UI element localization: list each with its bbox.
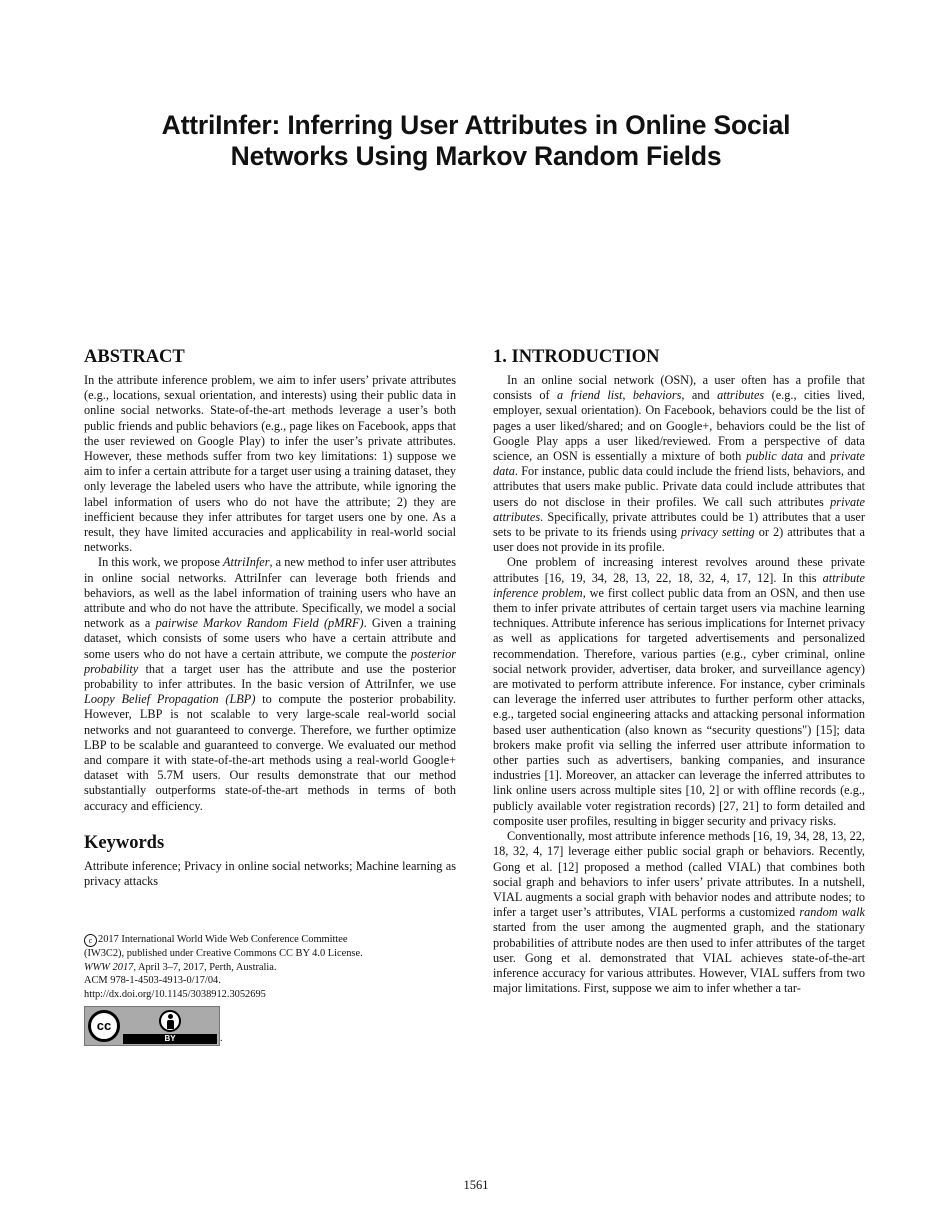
abstract-p2-text-d: that a target user has the attribute and use the posterior probability to infer attributes. In the basic version of AttriInfer, we use [84,661,456,692]
copyright-conference-details: April 3–7, 2017, Perth, Australia. [135,961,277,973]
introduction-heading: 1. INTRODUCTION [493,347,660,367]
intro-p1-text-e: and [803,449,831,464]
left-column [84,346,456,1046]
attribution-person-icon [159,1010,181,1032]
abstract-p2-text-b: , a new method to infer user attributes in online social networks. AttriInfer can leverage both friends and behaviors, as well as the label information of training users who have an attribute and who do not have the attribute. Specifically, we model a social network as a [84,555,457,631]
copyright-block [84,933,456,1045]
by-label: BY [164,1033,176,1043]
copyright-line-3 [84,961,456,975]
intro-p2-text-a: One problem of increasing interest revolves around these private attributes [16, 19, 34, 28, 13, 22, 18, 32, 4, 17, 12]. In this [493,555,865,585]
intro-paragraph-2 [493,555,865,829]
person-head-shape [168,1014,173,1019]
doi-link[interactable]: http://dx.doi.org/10.1145/3038912.3052695 [84,989,266,1001]
abstract-p2-em-posterior: posterior probability [84,646,456,676]
person-body-shape [167,1020,174,1029]
intro-p1-text-c: , and [681,388,718,403]
abstract-p2-em-lbp: Loopy Belief Propagation (LBP) [84,692,256,707]
abstract-p2-em-attriinfer: AttriInfer [223,555,270,570]
page-number: 1561 [463,1178,489,1192]
intro-paragraph-1 [493,373,865,555]
abstract-paragraph-2 [84,555,456,813]
license-badge-row [84,1002,456,1046]
abstract-p2-text-c: . Given a training dataset, which consists of some users who have a certain attribute and some users who do not have a certain attribute, we compute the [84,616,456,661]
copyright-symbol-icon: c [84,934,97,947]
intro-p1-em-friend-list: a friend list [557,388,623,403]
intro-p3-text-b: started from the user among the augmented graph, and the stationary probabilities of attribute nodes are then used to infer attributes of the target user. Gong et al. demonstrated that VIAL achieves state-of-the-art inference accuracy for various attributes. However, VIAL suffers from two major limitations. First, suppose we aim to infer whether a tar- [493,920,865,996]
copyright-line-2: (IW3C2), published under Creative Commons CC BY 4.0 License. [84,948,363,960]
abstract-p2-text-a: In this work, we propose [98,555,224,570]
intro-p1-em-privacy-setting: privacy setting [680,525,755,540]
intro-p1-em-private-attributes: private attributes [493,494,865,524]
intro-paragraph-3 [493,829,865,996]
intro-p1-text-h: or 2) attributes that a user does not provide in its profile. [493,525,865,555]
copyright-conference-name: WWW 2017, [84,961,136,973]
copyright-line-4: ACM 978-1-4503-4913-0/17/04. [84,975,221,987]
keywords-text: Attribute inference; Privacy in online social networks; Machine learning as privacy attacks [84,858,456,889]
intro-p2-text-b: , we first collect public data from an OSN, and then use them to infer private attributes of certain target users via machine learning techniques. Attribute inference has serious implications for Internet privacy as well as applications for targeted advertisements and personalized recommendation. Therefore, various parties (e.g., cyber criminal, online social network provider, advertiser, data broker, and surveillance agency) are motivated to perform attribute inference. For instance, cyber criminals can leverage the inferred user attributes to further perform other attacks, e.g., targeted social engineering attacks and attacking personal information based user authentication (also known as “security questions") [15]; data brokers make profit via selling the inferred user attribute information to other parties such as advertisers, banking companies, and insurance industries [1]. Moreover, an attacker can leverage the inferred attributes to link online users across multiple sites [10, 2] or with offline records (e.g., publicly available voter registration records) [27, 21] to form detailed and composite user profiles, resulting in bigger security and privacy risks. [493,585,865,828]
intro-p1-text-g: . Specifically, private attributes could be 1) attributes that a user sets to be private to its friends using [493,509,865,540]
keywords-heading: Keywords [84,832,165,853]
abstract-paragraph-1: In the attribute inference problem, we aim to infer users’ private attributes (e.g., locations, sexual orientation, and interests) using their public data in online social networks. State-of-the-art methods leverage a user’s both public friends and public behaviors (e.g., page likes on Facebook, apps that the user reviewed on Google Play) to infer the user’s private attributes. However, these methods suffer from two key limitations: 1) suppose we aim to infer a certain attribute for a target user using a training dataset, they only leverage the labeled users who have the attribute, while ignoring the label information of users who do not have the attribute; 2) they are inefficient because they infer attributes for target users one by one. As a result, they have limited accuracies and applicability in real-world social networks. [84,373,456,555]
abstract-heading: ABSTRACT [84,347,185,367]
intro-p1-em-public-data: public data [745,449,804,464]
copyright-line-1-text: 2017 International World Wide Web Conference Committee [98,934,348,946]
title-line-1: AttriInfer: Inferring User Attributes in Online Social [161,110,791,140]
intro-p3-text-a: Conventionally, most attribute inference methods [16, 19, 34, 28, 13, 22, 18, 32, 4, 17] leverage either public social graph or behaviors. Recently, Gong et al. [12] proposed a method (called VIAL) that combines both social graph and behaviors to infer users’ private attributes. In a nutshell, VIAL augments a social graph with behavior nodes and attribute nodes; to infer a target user’s attributes, VIAL performs a customized [493,829,865,920]
title-line-2: Networks Using Markov Random Fields [230,141,722,171]
intro-p1-em-private-data: private data [493,449,865,479]
intro-p1-em-attributes: attributes [717,388,765,403]
intro-p1-em-behaviors: behaviors [632,388,682,403]
abstract-p2-em-pmrf: pairwise Markov Random Field (pMRF) [155,616,364,631]
abstract-p2-text-e: to compute the posterior probability. However, LBP is not scalable to very large-scale real-world social networks and not guaranteed to converge. Therefore, we further optimize LBP to be scalable and guaranteed to converge. We evaluated our method and compare it with state-of-the-art methods using a real-world Google+ dataset with 5.7M users. Our results demonstrate that our method substantially outperforms state-of-the-art methods in terms of both accuracy and efficiency. [84,692,457,813]
intro-p1-text-a: In an online social network (OSN), a user often has a profile that consists of [493,373,865,403]
intro-p2-em-attribute-inference-problem: attribute inference problem [493,570,865,600]
badge-trailing-period: . [220,1033,223,1045]
paper-title [84,110,868,172]
copyright-line-1 [84,933,456,947]
cc-by-license-badge[interactable] [84,1006,220,1046]
intro-p1-text-d: (e.g., cities lived, employer, sexual orientation). On Facebook, behaviors could be the list of pages a user liked/shared; and on Google+, behaviors could be the list of Google Play apps a user liked/reviewed. From a perspective of data science, an OSN is essentially a mixture of both [493,388,865,464]
intro-p1-text-f: . For instance, public data could include the friend lists, behaviors, and attributes that users make public. Private data could include attributes that users do not disclose in their profiles. We call such attributes [493,464,865,509]
intro-p1-text-b: , [622,388,633,403]
cc-icon: cc [88,1010,120,1042]
intro-p3-em-random-walk: random walk [799,905,865,920]
right-column [493,346,865,996]
